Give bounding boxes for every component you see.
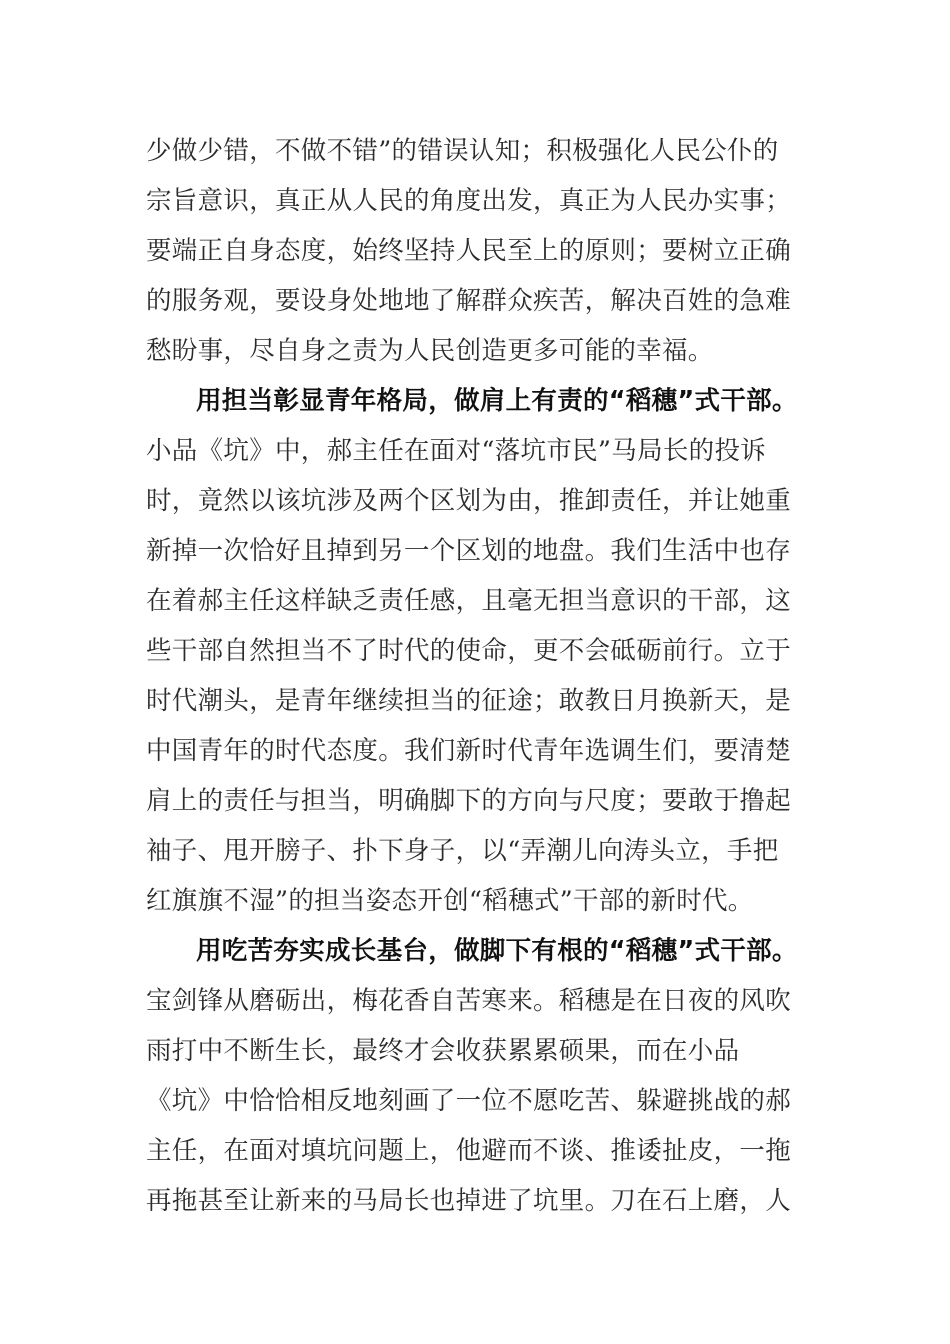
text-line: 袖子、甩开膀子、扑下身子，以“弄潮儿向涛头立，手把 [146,836,779,866]
text-line: 要端正自身态度，始终坚持人民至上的原则；要树立正确 [146,236,792,266]
text-line: 愁盼事，尽自身之责为人民创造更多可能的幸福。 [146,336,714,366]
text-line: 宗旨意识，真正从人民的角度出发，真正为人民办实事； [146,186,792,216]
section-heading: 用吃苦夯实成长基台，做脚下有根的“稻穗”式干部。 [196,936,798,966]
text-line: 在着郝主任这样缺乏责任感，且毫无担当意识的干部，这 [146,586,792,616]
text-line: 时，竟然以该坑涉及两个区划为由，推卸责任，并让她重 [146,486,792,516]
text-line: 中国青年的时代态度。我们新时代青年选调生们，要清楚 [146,736,792,766]
section-heading: 用担当彰显青年格局，做肩上有责的“稻穗”式干部。 [196,386,798,416]
text-line: 《坑》中恰恰相反地刻画了一位不愿吃苦、躲避挑战的郝 [146,1086,792,1116]
text-line: 少做少错，不做不错”的错误认知；积极强化人民公仆的 [146,136,779,166]
text-line: 再拖甚至让新来的马局长也掉进了坑里。刀在石上磨，人 [146,1186,792,1216]
text-line: 主任，在面对填坑问题上，他避而不谈、推诿扯皮，一拖 [146,1136,792,1166]
text-line: 肩上的责任与担当，明确脚下的方向与尺度；要敢于撸起 [146,786,792,816]
text-line: 雨打中不断生长，最终才会收获累累硕果，而在小品 [146,1036,740,1066]
text-line: 小品《坑》中，郝主任在面对“落坑市民”马局长的投诉 [146,436,767,466]
text-line: 时代潮头，是青年继续担当的征途；敢教日月换新天，是 [146,686,792,716]
text-line: 宝剑锋从磨砺出，梅花香自苦寒来。稻穗是在日夜的风吹 [146,986,792,1016]
text-line: 新掉一次恰好且掉到另一个区划的地盘。我们生活中也存 [146,536,792,566]
text-line: 红旗旗不湿”的担当姿态开创“稻穗式”干部的新时代。 [146,886,754,916]
text-line: 些干部自然担当不了时代的使命，更不会砥砺前行。立于 [146,636,792,666]
text-line: 的服务观，要设身处地地了解群众疾苦，解决百姓的急难 [146,286,792,316]
